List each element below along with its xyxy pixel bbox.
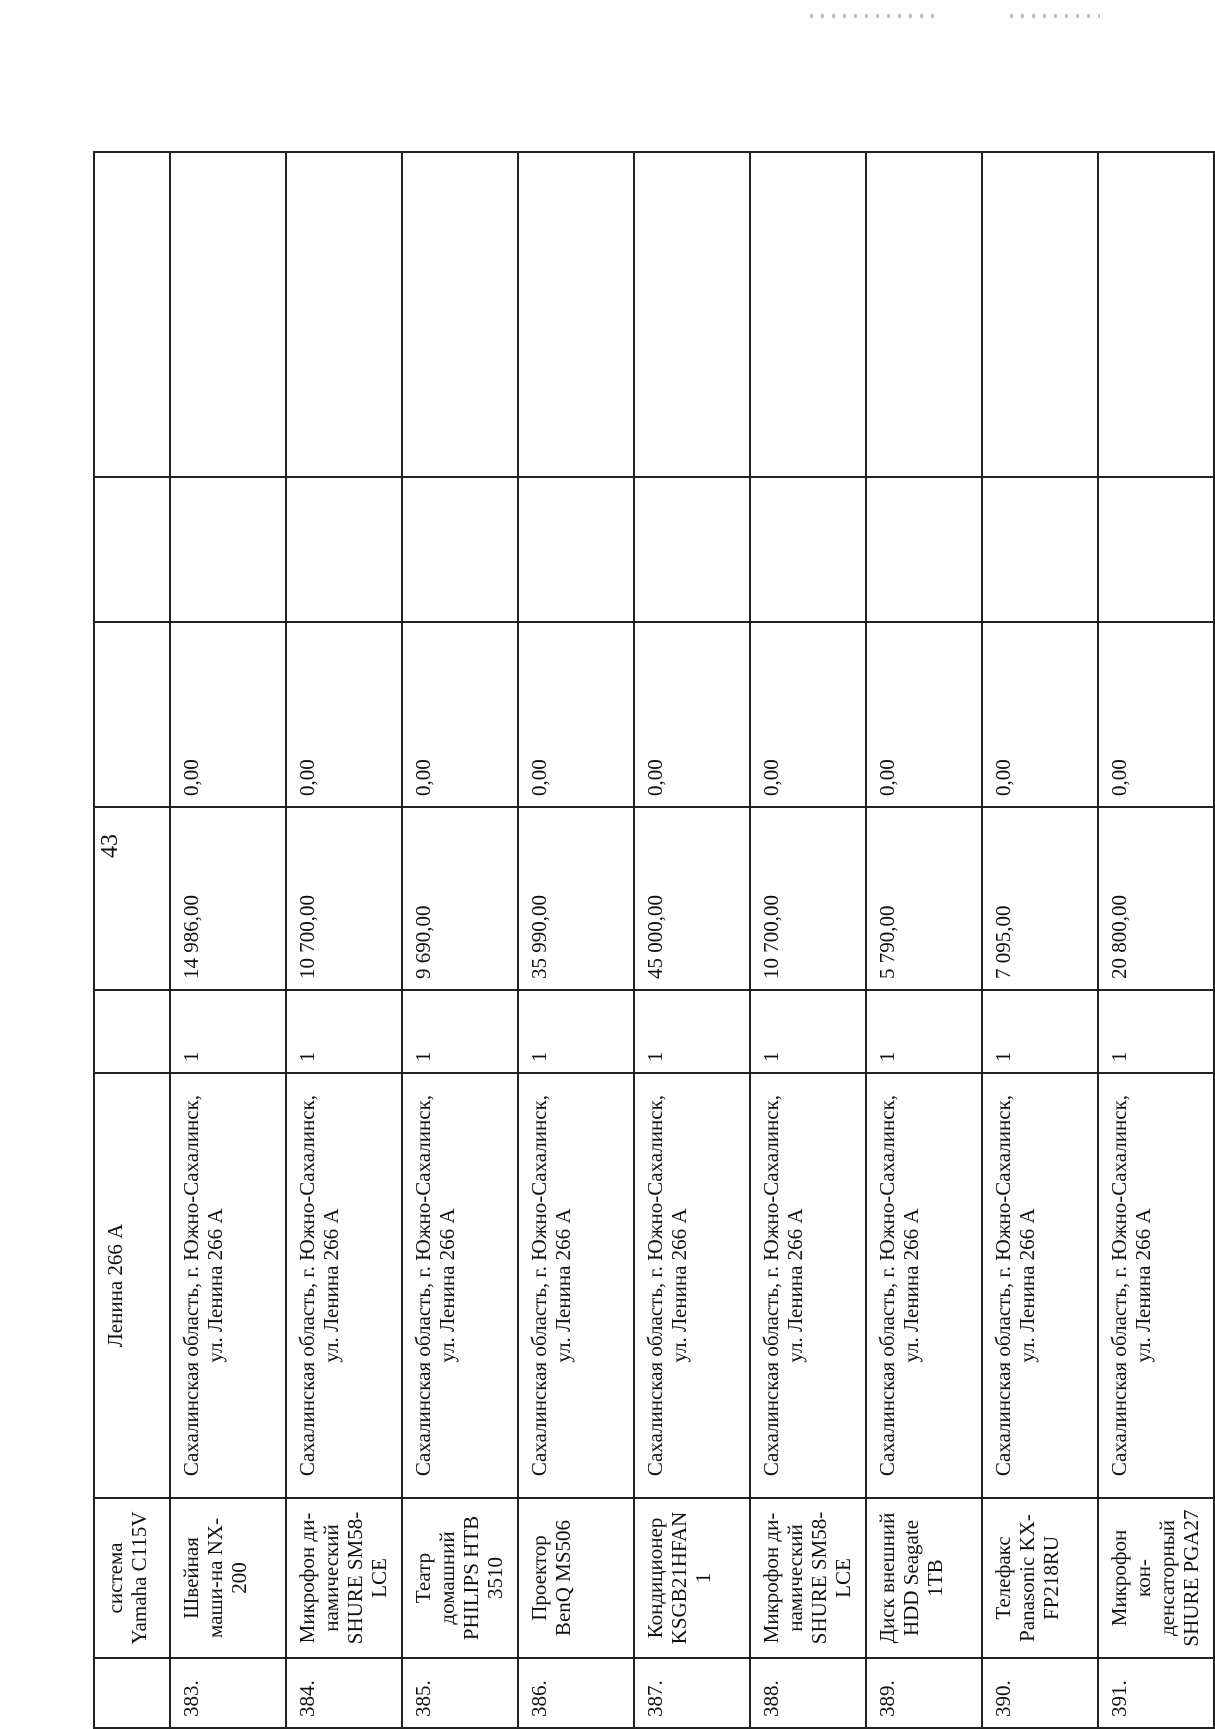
cell-value: 0,00 [170, 622, 286, 807]
cell-value: 0,00 [402, 622, 518, 807]
cell-num: 388. [750, 1658, 866, 1728]
table-row [518, 152, 634, 1728]
cell-address: Сахалинская область, г. Южно-Сахалинск, ул. Ленина 266 А [170, 1073, 286, 1498]
cell-empty [94, 477, 170, 622]
cell-sum: 35 990,00 [518, 807, 634, 990]
cell-qty: 1 [750, 990, 866, 1073]
cell-value: 0,00 [286, 622, 402, 807]
cell-name: Швейная маши-на NX-200 [170, 1498, 286, 1658]
cell-empty [866, 477, 982, 622]
table-row [286, 152, 402, 1728]
cell-sum: 45 000,00 [634, 807, 750, 990]
cell-empty [634, 152, 750, 477]
cell-qty: 1 [982, 990, 1098, 1073]
cell-name: система Yamaha C115V [94, 1498, 170, 1658]
cell-name: Микрофон кон-денсаторный SHURE PGA27 [1098, 1498, 1214, 1658]
cell-address: Ленина 266 А [94, 1073, 170, 1498]
table-row [750, 152, 866, 1728]
cell-empty [286, 477, 402, 622]
cell-empty [982, 152, 1098, 477]
scan-noise [810, 14, 940, 18]
cell-sum: 10 700,00 [286, 807, 402, 990]
cell-value: 0,00 [866, 622, 982, 807]
cell-empty [866, 152, 982, 477]
cell-sum: 5 790,00 [866, 807, 982, 990]
cell-empty [982, 477, 1098, 622]
cell-num: 387. [634, 1658, 750, 1728]
cell-num: 386. [518, 1658, 634, 1728]
cell-value: 0,00 [750, 622, 866, 807]
cell-num: 383. [170, 1658, 286, 1728]
cell-num: 384. [286, 1658, 402, 1728]
cell-sum: 20 800,00 [1098, 807, 1214, 990]
cell-sum [94, 807, 170, 990]
cell-num: 385. [402, 1658, 518, 1728]
cell-value: 0,00 [634, 622, 750, 807]
scan-noise [1010, 14, 1100, 18]
cell-sum: 10 700,00 [750, 807, 866, 990]
cell-empty [750, 152, 866, 477]
cell-address: Сахалинская область, г. Южно-Сахалинск, ул. Ленина 266 А [982, 1073, 1098, 1498]
cell-empty [634, 477, 750, 622]
cell-address: Сахалинская область, г. Южно-Сахалинск, ул. Ленина 266 А [518, 1073, 634, 1498]
cell-name: Театр домашний PHILIPS HTB 3510 [402, 1498, 518, 1658]
cell-num: 390. [982, 1658, 1098, 1728]
cell-sum: 7 095,00 [982, 807, 1098, 990]
cell-qty: 1 [286, 990, 402, 1073]
cell-name: Телефакс Panasonic KX-FP218RU [982, 1498, 1098, 1658]
cell-empty [518, 152, 634, 477]
cell-address: Сахалинская область, г. Южно-Сахалинск, ул. Ленина 266 А [1098, 1073, 1214, 1498]
cell-address: Сахалинская область, г. Южно-Сахалинск, ул. Ленина 266 А [866, 1073, 982, 1498]
cell-empty [402, 152, 518, 477]
cell-qty: 1 [866, 990, 982, 1073]
cell-num: 391. [1098, 1658, 1214, 1728]
cell-name: Микрофон ди-намический SHURE SM58-LCE [286, 1498, 402, 1658]
cell-address: Сахалинская область, г. Южно-Сахалинск, ул. Ленина 266 А [750, 1073, 866, 1498]
cell-value [94, 622, 170, 807]
table-row [866, 152, 982, 1728]
cell-empty [750, 477, 866, 622]
cell-empty [1098, 152, 1214, 477]
cell-qty: 1 [1098, 990, 1214, 1073]
table-row [982, 152, 1098, 1728]
cell-empty [94, 152, 170, 477]
cell-empty [402, 477, 518, 622]
cell-name: Микрофон ди-намический SHURE SM58-LCE [750, 1498, 866, 1658]
table-row [94, 152, 170, 1728]
cell-num [94, 1658, 170, 1728]
cell-qty: 1 [170, 990, 286, 1073]
cell-empty [286, 152, 402, 477]
table-row [1098, 152, 1214, 1728]
cell-empty [170, 477, 286, 622]
table-row [170, 152, 286, 1728]
cell-name: Диск внешний HDD Seagate 1TB [866, 1498, 982, 1658]
cell-sum: 9 690,00 [402, 807, 518, 990]
table-row [634, 152, 750, 1728]
cell-name: Проектор BenQ MS506 [518, 1498, 634, 1658]
cell-value: 0,00 [1098, 622, 1214, 807]
cell-qty: 1 [402, 990, 518, 1073]
cell-address: Сахалинская область, г. Южно-Сахалинск, ул. Ленина 266 А [286, 1073, 402, 1498]
cell-sum: 14 986,00 [170, 807, 286, 990]
cell-num: 389. [866, 1658, 982, 1728]
cell-empty [170, 152, 286, 477]
cell-name: Кондиционер KSGB21HFAN1 [634, 1498, 750, 1658]
cell-address: Сахалинская область, г. Южно-Сахалинск, ул. Ленина 266 А [634, 1073, 750, 1498]
cell-qty: 1 [634, 990, 750, 1073]
table-row [402, 152, 518, 1728]
cell-empty [518, 477, 634, 622]
cell-value: 0,00 [518, 622, 634, 807]
cell-qty: 1 [518, 990, 634, 1073]
cell-qty [94, 990, 170, 1073]
cell-address: Сахалинская область, г. Южно-Сахалинск, ул. Ленина 266 А [402, 1073, 518, 1498]
cell-value: 0,00 [982, 622, 1098, 807]
page-number: 43 [97, 834, 123, 858]
cell-empty [1098, 477, 1214, 622]
inventory-table [93, 151, 1215, 1729]
